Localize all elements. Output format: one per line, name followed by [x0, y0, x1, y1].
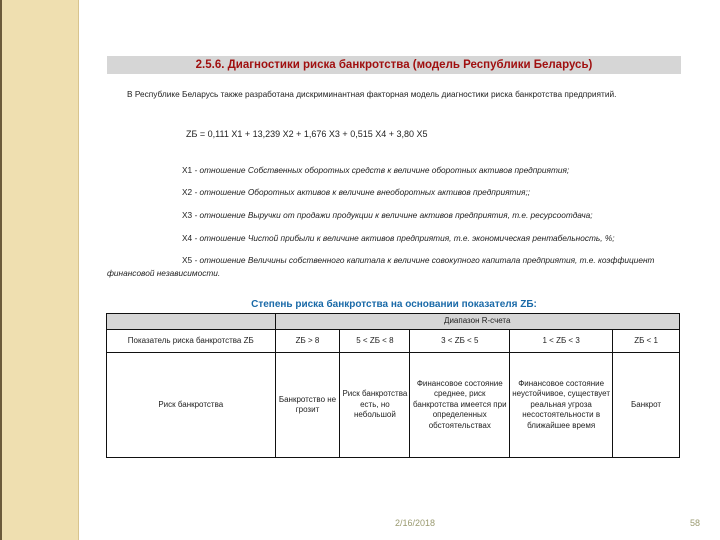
range-cell: 3 < ZБ < 5	[410, 330, 510, 353]
factor-label: X2	[182, 187, 193, 197]
factor-x3	[182, 209, 593, 222]
factor-text: - отношение Собственных оборотных средств к величине оборотных активов предприятия;	[192, 165, 570, 175]
table-row	[107, 353, 680, 458]
range-header: Диапазон R-счета	[275, 314, 680, 330]
factor-x4	[182, 232, 615, 245]
range-cell: ZБ > 8	[275, 330, 340, 353]
slide-sidebar-decoration	[0, 0, 79, 540]
factor-label: X1	[182, 165, 193, 175]
risk-cell: Банкротство не грозит	[275, 353, 340, 458]
table-row	[107, 314, 680, 330]
factor-text: - отношение Выручки от продажи продукции к величине активов предприятия, т.е. ресурсоотдача;	[192, 210, 593, 220]
empty-header-cell	[107, 314, 276, 330]
range-cell: 1 < ZБ < 3	[510, 330, 613, 353]
intro-paragraph: В Республике Беларусь также разработана дискриминантная факторная модель диагностики риска банкротства предприятий.	[127, 89, 617, 99]
factor-text: - отношение Величины собственного капитала к величине совокупного капитала предприятия, т.е. коэффициент финансовой независимости.	[107, 255, 655, 278]
table-title: Степень риска банкротства на основании показателя ZБ:	[251, 299, 537, 310]
row-header: Показатель риска банкротства ZБ	[107, 330, 276, 353]
factor-text: - отношение Оборотных активов к величине внеоборотных активов предприятия;;	[192, 187, 531, 197]
range-cell: 5 < ZБ < 8	[340, 330, 410, 353]
factor-label: X4	[182, 233, 193, 243]
risk-cell: Финансовое состояние неустойчивое, существует реальная угроза несостоятельности в ближайшее время	[510, 353, 613, 458]
risk-cell: Банкрот	[613, 353, 680, 458]
factor-text: - отношение Чистой прибыли к величине активов предприятия, т.е. экономическая рентабельность, %;	[192, 233, 615, 243]
factor-label: X5	[182, 255, 193, 265]
slide-title: 2.5.6. Диагностики риска банкротства (модель Республики Беларусь)	[107, 56, 681, 74]
risk-table	[106, 313, 680, 458]
factor-label: X3	[182, 210, 193, 220]
risk-cell: Риск банкротства есть, но небольшой	[340, 353, 410, 458]
factor-x1	[182, 164, 569, 177]
range-cell: ZБ < 1	[613, 330, 680, 353]
slide-number: 58	[690, 518, 701, 528]
factor-x5	[107, 254, 682, 280]
risk-cell: Финансовое состояние среднее, риск банкротства имеется при определенных обстоятельствах	[410, 353, 510, 458]
table-row	[107, 330, 680, 353]
footer-date: 2/16/2018	[395, 518, 436, 528]
risk-label: Риск банкротства	[107, 353, 276, 458]
factor-x2	[182, 186, 530, 199]
formula: ZБ = 0,111 X1 + 13,239 X2 + 1,676 X3 + 0,515 X4 + 3,80 X5	[186, 129, 428, 139]
